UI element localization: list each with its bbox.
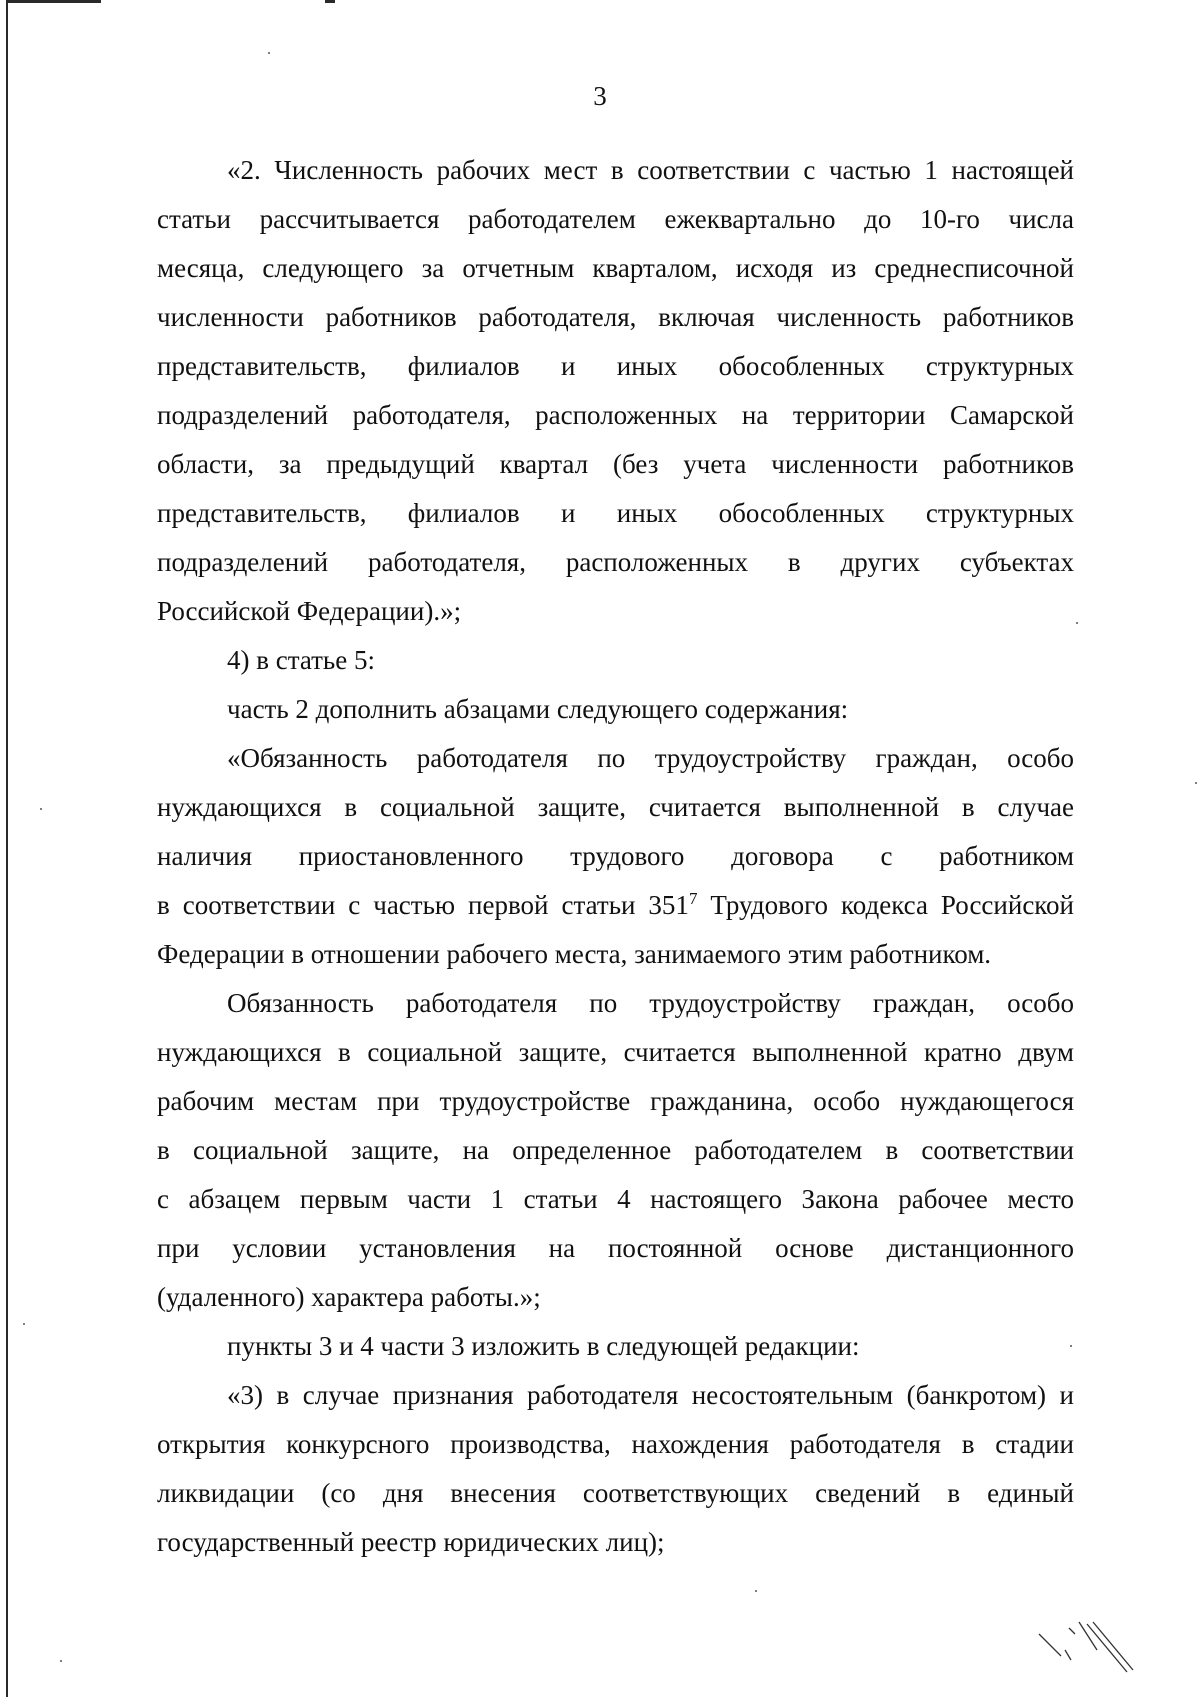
scan-speck — [1076, 622, 1078, 624]
paragraph-part-3-points — [157, 1322, 1074, 1371]
text-line: «2. Численность рабочих мест в соответствии с частью 1 настоящей — [227, 155, 1074, 185]
paragraph-employer-obligation-1 — [157, 734, 1074, 979]
scan-stroke-marks — [1035, 1620, 1135, 1680]
text-line: открытия конкурсного производства, нахождения работодателя в стадии — [157, 1429, 1074, 1459]
scan-speck — [23, 1323, 25, 1325]
text-line: подразделений работодателя, расположенных в других субъектах — [157, 547, 1074, 577]
text-line-with-superscript — [157, 881, 1074, 930]
scan-speck — [60, 1660, 62, 1662]
text-line: с абзацем первым части 1 статьи 4 настоящего Закона рабочее место — [157, 1184, 1074, 1214]
text-line: статьи рассчитывается работодателем ежеквартально до 10-го числа — [157, 204, 1074, 234]
paragraph-workplace-count — [157, 146, 1074, 636]
text-line: наличия приостановленного трудового договора с работником — [157, 841, 1074, 871]
paragraph-employer-obligation-2 — [157, 979, 1074, 1322]
text-line: (удаленного) характера работы.»; — [157, 1282, 541, 1312]
text-line: Обязанность работодателя по трудоустройству граждан, особо — [227, 988, 1074, 1018]
text-line: подразделений работодателя, расположенных на территории Самарской — [157, 400, 1074, 430]
scan-speck — [40, 808, 42, 810]
text-fragment: в соответствии с частью первой статьи 351 — [157, 890, 689, 920]
scan-speck — [268, 52, 270, 54]
paragraph-article-5 — [157, 636, 1074, 685]
text-fragment: Трудового кодекса Российской — [697, 890, 1074, 920]
text-line: пункты 3 и 4 части 3 изложить в следующей редакции: — [227, 1331, 860, 1361]
scan-border-top — [6, 0, 101, 3]
text-line: численности работников работодателя, включая численность работников — [157, 302, 1074, 332]
text-line: месяца, следующего за отчетным кварталом, исходя из среднесписочной — [157, 253, 1074, 283]
text-line: Российской Федерации).»; — [157, 596, 462, 626]
scan-speck — [1070, 1345, 1072, 1347]
text-line: рабочим местам при трудоустройстве гражданина, особо нуждающегося — [157, 1086, 1074, 1116]
text-line: государственный реестр юридических лиц); — [157, 1527, 665, 1557]
text-line: представительств, филиалов и иных обособленных структурных — [157, 351, 1074, 381]
superscript-article-index: 7 — [688, 889, 698, 908]
page-number: 3 — [593, 81, 607, 111]
text-line: нуждающихся в социальной защите, считается выполненной кратно двум — [157, 1037, 1074, 1067]
text-line: нуждающихся в социальной защите, считается выполненной в случае — [157, 792, 1074, 822]
text-line: «Обязанность работодателя по трудоустройству граждан, особо — [227, 743, 1074, 773]
text-line: Федерации в отношении рабочего места, занимаемого этим работником. — [157, 939, 992, 969]
text-line: представительств, филиалов и иных обособленных структурных — [157, 498, 1074, 528]
scan-speck — [755, 1590, 757, 1592]
text-line: области, за предыдущий квартал (без учета численности работников — [157, 449, 1074, 479]
paragraph-part-2-supplement — [157, 685, 1074, 734]
text-line: часть 2 дополнить абзацами следующего содержания: — [227, 694, 849, 724]
text-line: в социальной защите, на определенное работодателем в соответствии — [157, 1135, 1074, 1165]
paragraph-bankruptcy — [157, 1371, 1074, 1567]
scan-mark-top — [325, 0, 335, 3]
scan-speck — [1195, 782, 1197, 784]
text-line: «3) в случае признания работодателя несостоятельным (банкротом) и — [227, 1380, 1074, 1410]
text-line: при условии установления на постоянной основе дистанционного — [157, 1233, 1074, 1263]
text-line: ликвидации (со дня внесения соответствующих сведений в единый — [157, 1478, 1074, 1508]
document-body — [157, 146, 1074, 1567]
scan-border-left — [6, 0, 8, 1697]
text-line: 4) в статье 5: — [227, 645, 375, 675]
